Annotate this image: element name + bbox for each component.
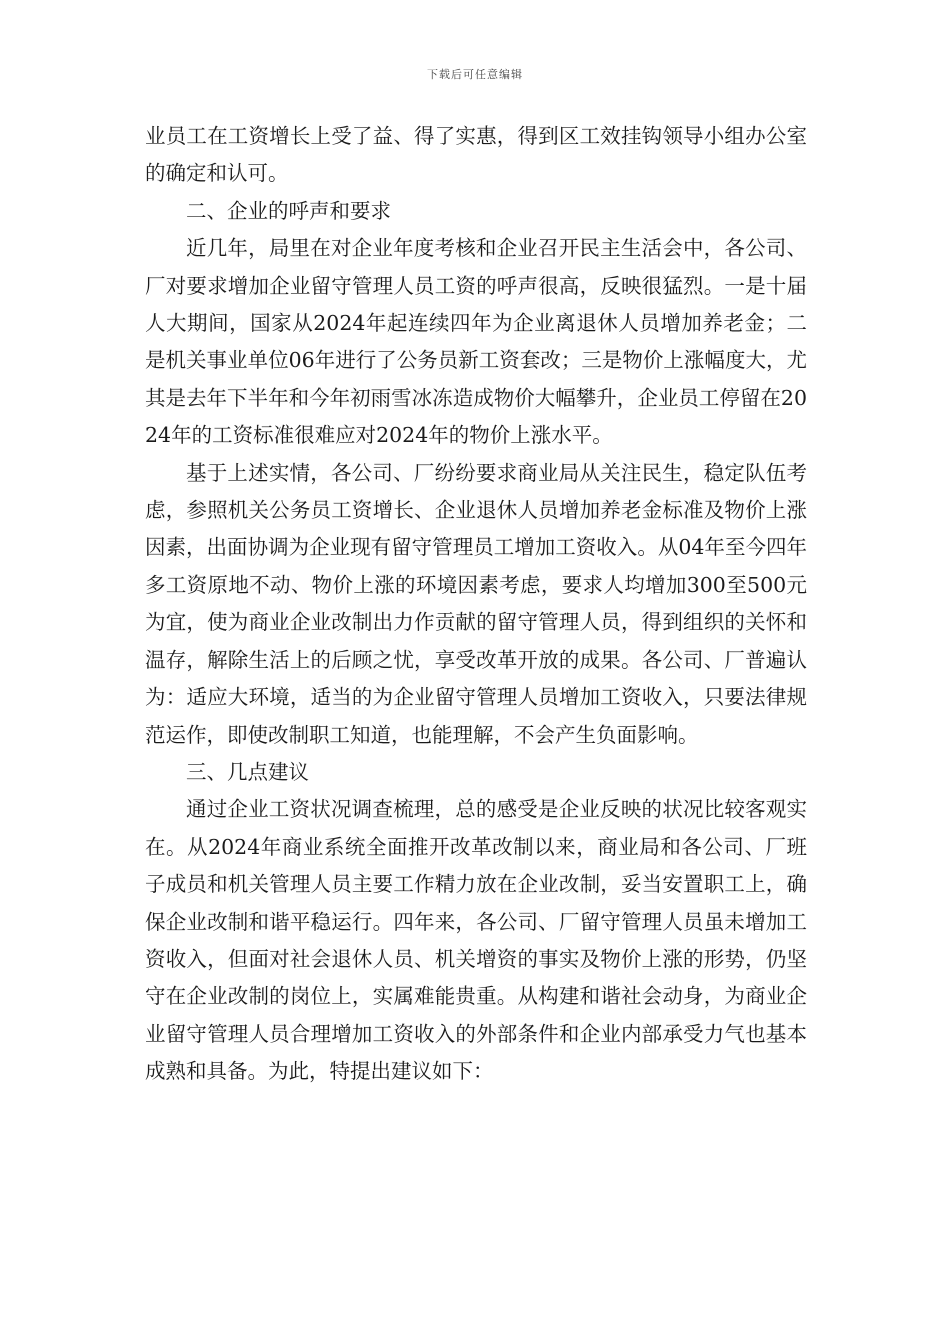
paragraph-continuation: 业员工在工资增长上受了益、得了实惠，得到区工效挂钩领导小组办公室的确定和认可。 xyxy=(145,124,807,186)
paragraph: 通过企业工资状况调查梳理，总的感受是企业反映的状况比较客观实在。从2024年商业系统全面推开改革改制以来，商业局和各公司、厂班子成员和机关管理人员主要工作精力放在企业改制，妥当安置职工上，确保企业改制和谐平稳运行。四年来，各公司、厂留守管理人员虽未增加工资收入，但面对社会退休人员、机关增资的事实及物价上涨的形势，仍坚守在企业改制的岗位上，实属难能贵重。从构建和谐社会动身，为商业企业留守管理人员合理增加工资收入的外部条件和企业内部承受力气也基本成熟和具备。为此，特提出建议如下： xyxy=(145,797,807,1084)
paragraph: 近几年，局里在对企业年度考核和企业召开民主生活会中，各公司、厂对要求增加企业留守管理人员工资的呼声很高，反映很猛烈。一是十届人大期间，国家从2024年起连续四年为企业离退休人员增加养老金；二是机关事业单位06年进行了公务员新工资套改；三是物价上涨幅度大，尤其是去年下半年和今年初雨雪冰冻造成物价大幅攀升，企业员工停留在2024年的工资标准很难应对2024年的物价上涨水平。 xyxy=(145,236,807,448)
paragraph: 基于上述实情，各公司、厂纷纷要求商业局从关注民生，稳定队伍考虑，参照机关公务员工资增长、企业退休人员增加养老金标准及物价上涨因素，出面协调为企业现有留守管理员工增加工资收入。从04年至今四年多工资原地不动、物价上涨的环境因素考虑，要求人均增加300至500元为宜，使为商业企业改制出力作贡献的留守管理人员，得到组织的关怀和温存，解除生活上的后顾之忧，享受改革开放的成果。各公司、厂普遍认为：适应大环境，适当的为企业留守管理人员增加工资收入，只要法律规范运作，即使改制职工知道，也能理解，不会产生负面影响。 xyxy=(145,460,807,747)
section-heading-2: 二、企业的呼声和要求 xyxy=(186,198,391,223)
header-note: 下载后可任意编辑 xyxy=(427,68,523,81)
document-body xyxy=(145,118,807,1091)
section-heading-3: 三、几点建议 xyxy=(186,759,309,784)
